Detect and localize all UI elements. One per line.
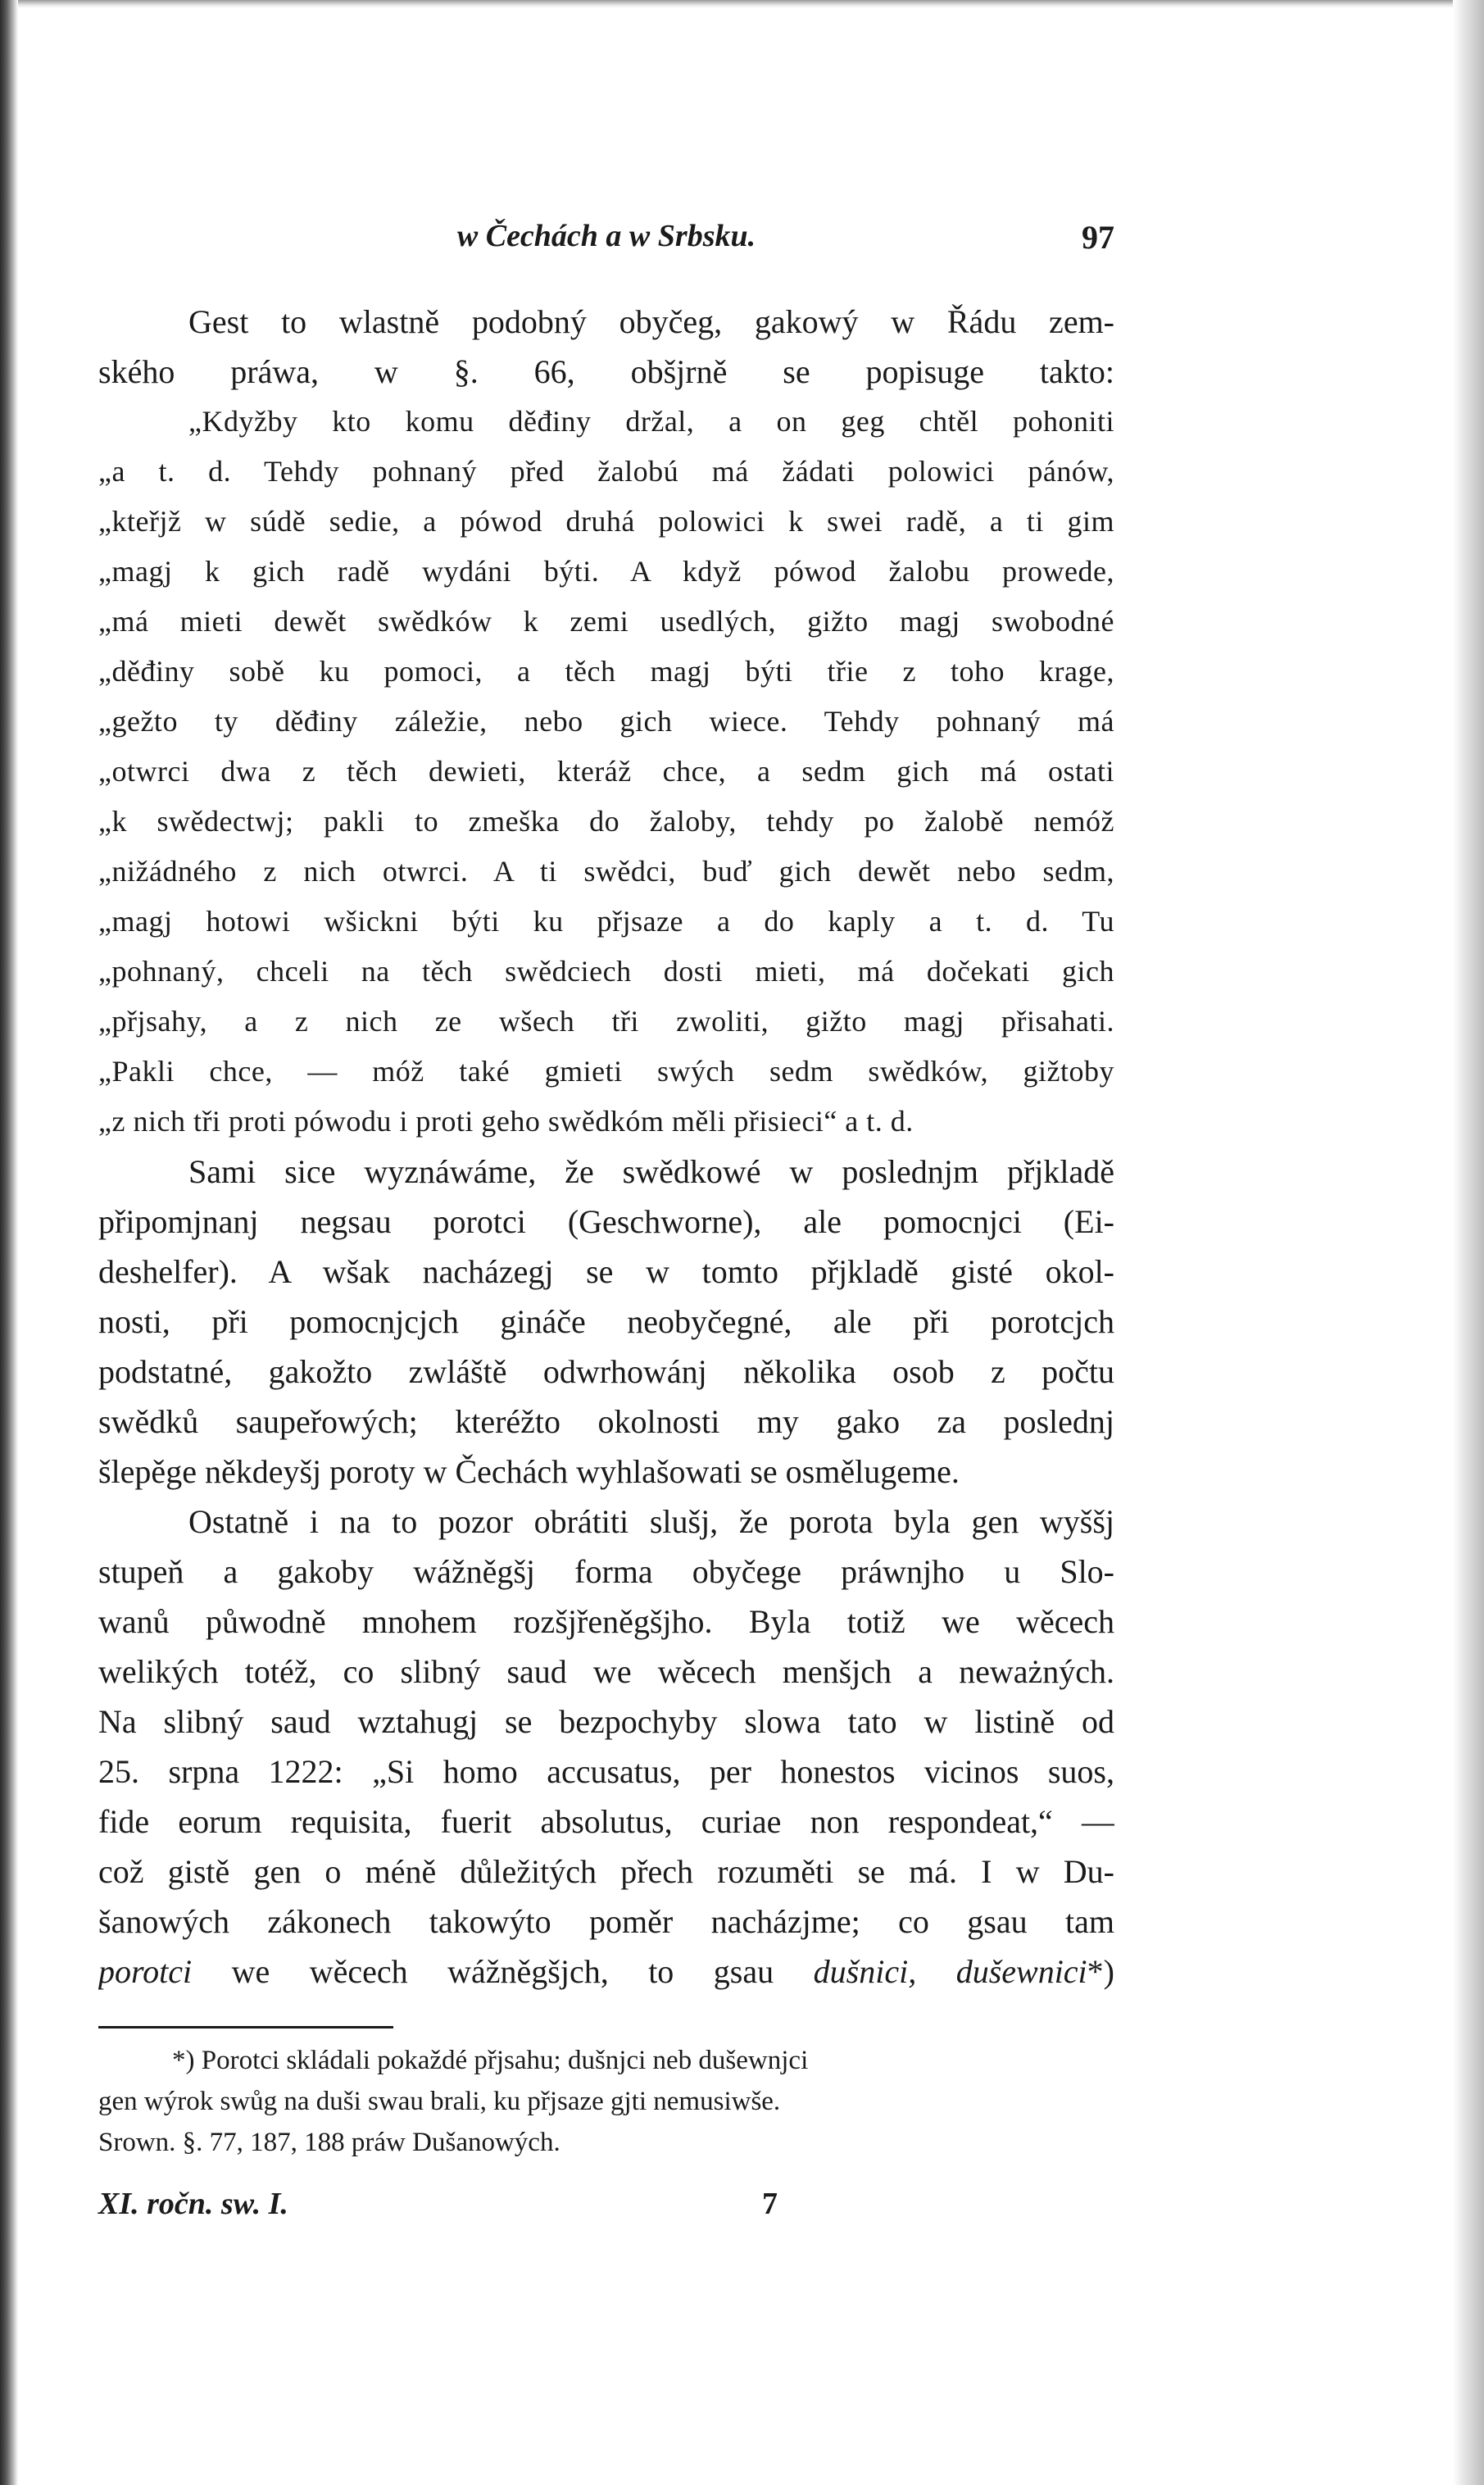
- quote-line: „magj k gich radě wydáni býti. A když pówod žalobu prowede,: [98, 555, 1114, 588]
- text-line: 25. srpna 1222: „Si homo accusatus, per honestos vicinos suos,: [98, 1753, 1114, 1790]
- paragraph-first-line: Ostatně i na to pozor obrátiti slušj, že porota byla gen wyššj: [188, 1503, 1114, 1540]
- quote-line: „pohnaný, chceli na těch swědciech dosti mieti, má dočekati gich: [98, 955, 1114, 988]
- page-number: 97: [1082, 219, 1114, 256]
- quote-line: „nižádného z nich otwrci. A ti swědci, buď gich dewět nebo sedm,: [98, 855, 1114, 888]
- book-page: [98, 193, 1114, 2235]
- text-line: podstatné, gakožto zwláště odwrhowánj několika osob z počtu: [98, 1353, 1114, 1390]
- footnote-line: Srown. §. 77, 187, 188 práw Dušanowých.: [98, 2128, 560, 2157]
- footnote: [98, 2040, 1114, 2163]
- paragraph-first-line: Gest to wlastně podobný obyčeg, gakowý w Řádu zem-: [188, 303, 1114, 340]
- quote-line: „gežto ty děđiny záležie, nebo gich wiece. Tehdy pohnaný má: [98, 705, 1114, 738]
- quote-line: „a t. d. Tehdy pohnaný před žalobú má žádati polowici pánów,: [98, 455, 1114, 488]
- scan-edge-right: [1453, 0, 1484, 2485]
- signature-number: 7: [762, 2187, 778, 2221]
- quote-line: „Kdyžby kto komu děđiny držal, a on geg chtěl pohoniti: [188, 405, 1114, 438]
- quote-line: „Pakli chce, — móž také gmieti swých sedm swědków, gižtoby: [98, 1055, 1114, 1088]
- quote-line: „k swědectwj; pakli to zmeška do žaloby, tehdy po žalobě nemóž: [98, 805, 1114, 838]
- quote-line: „z nich tři proti pówodu i proti geho swědkóm měli přisieci“ a t. d.: [98, 1105, 914, 1138]
- italic-term-dusnici: dušnici, dušewnici: [813, 1953, 1087, 1990]
- quote-line: „magj hotowi wšickni býti ku přjsaze a do kaply a t. d. Tu: [98, 905, 1114, 938]
- quote-line: „děđiny sobě ku pomoci, a těch magj býti třie z toho krage,: [98, 655, 1114, 688]
- text-line: wanů půwodně mnohem rozšjřeněgšjho. Byla totiž we wěcech: [98, 1603, 1114, 1640]
- text-line: šanowých zákonech takowýto poměr nacházjme; co gsau tam: [98, 1903, 1114, 1940]
- text-line: welikých totéž, co slibný saud we wěcech menšjch a neważných.: [98, 1653, 1114, 1690]
- text-line-with-italics: [98, 1947, 1114, 1997]
- text-line: nosti, při pomocnjcjch gináče neobyčegné, ale při porotcjch: [98, 1303, 1114, 1340]
- text-line: ského práwa, w §. 66, obšjrně se popisuge takto:: [98, 353, 1114, 390]
- italic-term-porotci: porotci: [98, 1953, 193, 1990]
- text-line: což gistě gen o méně důležitých přech rozuměti se má. I w Du-: [98, 1853, 1114, 1890]
- running-title: w Čechách a w Srbsku.: [456, 219, 756, 253]
- text-line: swědků saupeřowých; kteréžto okolnosti my gako za poslednj: [98, 1403, 1114, 1440]
- text-fragment: we wěcech wážněgšjch, to gsau: [192, 1953, 814, 1990]
- text-line: šlepěge někdeyšj poroty w Čechách wyhlašowati se osmělugeme.: [98, 1453, 960, 1490]
- volume-label: XI. ročn. sw. I.: [98, 2187, 288, 2221]
- paragraph-first-line: Sami sice wyznáwáme, že swědkowé w poslednjm přjkladě: [188, 1153, 1114, 1190]
- footnote-line: *) Porotci skládali pokaždé přjsahu; dušnjci neb dušewnjci: [172, 2046, 809, 2075]
- footnote-line: gen wýrok swůg na duši swau brali, ku přjsaze gjti nemusiwše.: [98, 2087, 781, 2116]
- quote-line: „kteřjž w súdě sedie, a pówod druhá polowici k swei radě, a ti gim: [98, 505, 1114, 538]
- scan-edge-top: [0, 0, 1484, 8]
- text-line: stupeň a gakoby wážněgšj forma obyčege práwnjho u Slo-: [98, 1553, 1114, 1590]
- text-line: deshelfer). A wšak nacházegj se w tomto přjkladě gisté okol-: [98, 1253, 1114, 1290]
- scan-edge-left: [0, 0, 18, 2485]
- text-line: fide eorum requisita, fuerit absolutus, curiae non respondeat,“ —: [98, 1803, 1114, 1840]
- quote-line: „otwrci dwa z těch dewieti, kteráž chce, a sedm gich má ostati: [98, 755, 1114, 788]
- quote-line: „přjsahy, a z nich ze wšech tři zwoliti, gižto magj přisahati.: [98, 1005, 1114, 1038]
- text-line: Na slibný saud wztahugj se bezpochyby slowa tato w listině od: [98, 1703, 1114, 1740]
- quote-line: „má mieti dewět swědków k zemi usedlých, gižto magj swobodné: [98, 605, 1114, 638]
- text-line: připomjnanj negsau porotci (Geschworne), ale pomocnjci (Ei-: [98, 1203, 1114, 1240]
- footnote-divider: [98, 2026, 393, 2028]
- footnote-marker: *): [1087, 1953, 1114, 1990]
- page-header: [98, 193, 1114, 267]
- body-text: [98, 297, 1114, 1997]
- printer-signature: [98, 2186, 1114, 2235]
